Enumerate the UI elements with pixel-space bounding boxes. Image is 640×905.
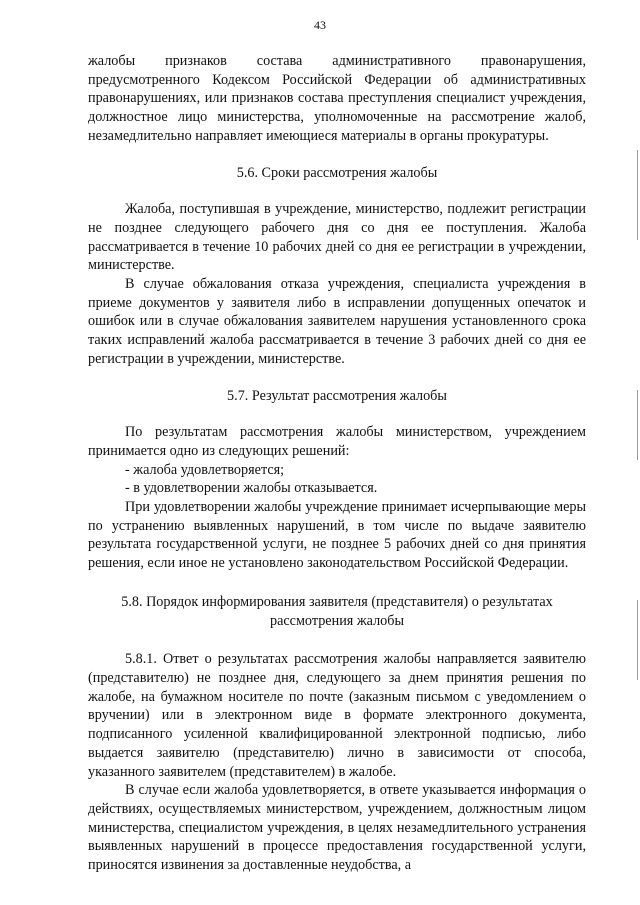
section-5-7-intro: По результатам рассмотрения жалобы министерством, учреждением принимается одно из следующих решений: <box>88 424 586 459</box>
section-5-7-bullet: - жалоба удовлетворяется; <box>125 461 285 478</box>
page-number: 43 <box>314 18 326 32</box>
section-5-6-paragraph: Жалоба, поступившая в учреждение, министерство, подлежит регистрации не позднее следующего рабочего дня со дня ее поступления. Жалоба рассматривается в течение 10 рабочих дней со дня ее регистрации в учреждении, министерстве. <box>88 201 586 274</box>
section-5-7-paragraph: При удовлетворении жалобы учреждение принимает исчерпывающие меры по устранению выявленных нарушений, в том числе по выдаче заявителю результата государственной услуги, не позднее 5 рабочих дней со дня принятия решения, если иное не установлено законодательством Российской Федерации. <box>88 499 586 572</box>
section-5-8-paragraph: В случае если жалоба удовлетворяется, в ответе указывается информация о действиях, осуществляемых министерством, учреждением, должностным лицом министерства, специалистом учреждения, в целях незамедлительного устранения выявленных нарушений в процессе предоставления государственной услуги, приносятся извинения за доставленные неудобства, а <box>88 782 586 874</box>
scan-edge-line <box>637 600 638 680</box>
section-5-6-paragraph: В случае обжалования отказа учреждения, специалиста учреждения в приеме документов у заявителя либо в исправлении допущенных опечаток и ошибок или в случае обжалования заявителем нарушения установленного срока таких исправлений жалоба рассматривается в течение 3 рабочих дней со дня ее регистрации в учреждении, министерстве. <box>88 276 586 367</box>
scan-edge-line <box>637 150 638 240</box>
section-5-6-heading: 5.6. Сроки рассмотрения жалобы <box>236 164 438 181</box>
section-5-8-paragraph: 5.8.1. Ответ о результатах рассмотрения жалобы направляется заявителю (представителю) не позднее дня, следующего за днем принятия решения по жалобе, на бумажном носителе по почте (заказным письмом с уведомлением о вручении) или в электронном виде в формате электронного документа, подписанного усиленной квалифицированной электронной подписью, либо выдается заявителю (представителю) лично в зависимости от способа, указанного заявителем (представителем) в жалобе. <box>88 651 586 780</box>
intro-paragraph: жалобы признаков состава административного правонарушения, предусмотренного Кодексом Российской Федерации об административных правонарушениях, или признаков состава преступления специалист учреждения, должностное лицо министерства, уполномоченные на рассмотрение жалоб, незамедлительно направляет имеющиеся материалы в органы прокуратуры. <box>88 53 586 144</box>
scan-edge-line <box>637 390 638 460</box>
section-5-7-heading: 5.7. Результат рассмотрения жалобы <box>227 387 447 404</box>
section-5-7-bullet: - в удовлетворении жалобы отказывается. <box>125 480 378 497</box>
section-5-8-heading: 5.8. Порядок информирования заявителя (представителя) о результатах рассмотрения жалобы <box>121 593 553 629</box>
document-body <box>88 52 586 875</box>
